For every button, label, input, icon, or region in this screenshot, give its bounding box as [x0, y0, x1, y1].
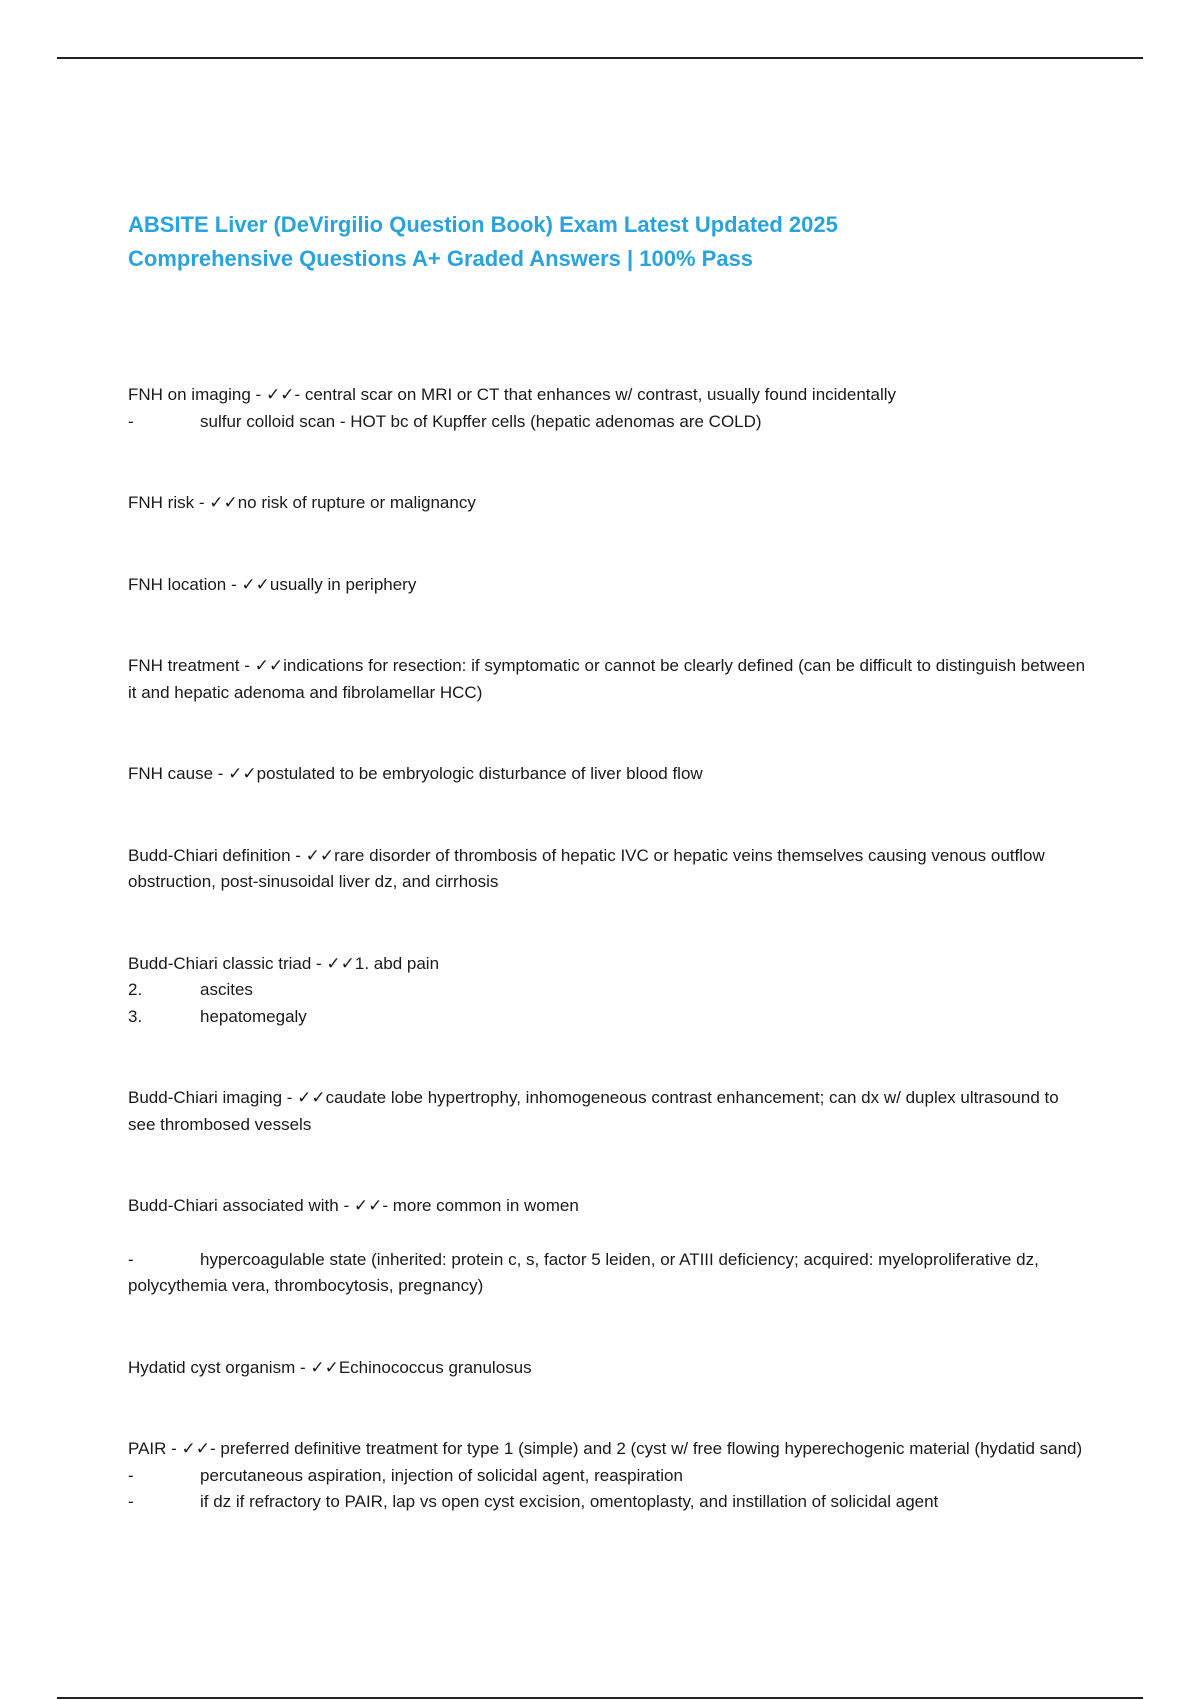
top-rule: [57, 57, 1143, 59]
separator: -: [282, 1088, 298, 1107]
sub-point: [128, 1247, 1088, 1300]
bullet-marker: -: [128, 1465, 134, 1485]
sub-point-text: sulfur colloid scan - HOT bc of Kupffer cells (hepatic adenomas are COLD): [200, 411, 762, 431]
checkmark-icon: ✓✓: [181, 1439, 211, 1458]
answer: - preferred definitive treatment for type 1 (simple) and 2 (cyst w/ free flowing hyperechogenic material (hydatid sand): [210, 1439, 1083, 1458]
sub-point-text: ascites: [200, 980, 253, 999]
bullet-marker: -: [128, 1492, 134, 1511]
separator: -: [239, 656, 255, 675]
checkmark-icon: ✓✓: [305, 845, 335, 865]
checkmark-icon: ✓✓: [310, 1357, 339, 1377]
answer: caudate lobe hypertrophy, inhomogeneous contrast enhancement; can dx w/ duplex ultrasound to see thrombosed vessels: [128, 1088, 1059, 1134]
sub-point: [128, 1004, 1088, 1031]
question: FNH treatment: [128, 656, 240, 675]
qa-list: [128, 382, 1088, 1516]
qa-item-budd-chiari-imaging: [128, 1085, 1088, 1138]
question: Budd-Chiari imaging: [128, 1088, 283, 1107]
question: Budd-Chiari classic triad: [128, 953, 312, 973]
sub-point: [128, 977, 1088, 1004]
separator: -: [166, 1439, 182, 1458]
qa-item-fnh-cause: [128, 761, 1088, 788]
checkmark-icon: ✓✓: [228, 764, 257, 783]
bullet-marker: -: [128, 1249, 134, 1269]
answer: usually in periphery: [269, 574, 417, 594]
question: FNH risk: [128, 493, 195, 512]
sub-point-text: percutaneous aspiration, injection of solicidal agent, reaspiration: [200, 1465, 683, 1485]
document-title: [128, 208, 1108, 276]
separator: -: [338, 1196, 354, 1215]
checkmark-icon: ✓✓: [254, 656, 284, 675]
checkmark-icon: ✓✓: [209, 493, 238, 512]
sub-point: [128, 1463, 1088, 1490]
sub-point-text: hepatomegaly: [200, 1006, 307, 1026]
answer: Echinococcus granulosus: [338, 1357, 532, 1377]
question: FNH on imaging: [128, 385, 251, 404]
checkmark-icon: ✓✓: [353, 1196, 383, 1215]
checkmark-icon: ✓✓: [241, 574, 270, 594]
separator: -: [250, 385, 266, 404]
answer: - central scar on MRI or CT that enhances w/ contrast, usually found incidentally: [294, 385, 897, 404]
separator: -: [194, 493, 210, 512]
qa-item-budd-chiari-triad: [128, 951, 1088, 1031]
list-number: 3.: [128, 1006, 143, 1026]
separator: -: [290, 845, 306, 865]
checkmark-icon: ✓✓: [297, 1088, 326, 1107]
qa-item-fnh-location: [128, 572, 1088, 599]
list-number: 2.: [128, 980, 143, 999]
bottom-rule: [57, 1697, 1143, 1699]
answer: rare disorder of thrombosis of hepatic IVC or hepatic veins themselves causing venous outflow obstruction, post-sinusoidal liver dz, and cirrhosis: [128, 845, 1045, 891]
checkmark-icon: ✓✓: [326, 953, 355, 973]
question: Hydatid cyst organism: [128, 1357, 296, 1377]
sub-point-text: hypercoagulable state (inherited: protein c, s, factor 5 leiden, or ATIII deficiency; acquired: myeloproliferative dz, polycythemia vera, thrombocytosis, pregnancy): [128, 1249, 1039, 1295]
question: Budd-Chiari definition: [128, 845, 291, 865]
qa-item-budd-chiari-definition: [128, 843, 1088, 896]
qa-item-fnh-treatment: [128, 653, 1088, 706]
qa-item-pair: [128, 1436, 1088, 1516]
separator: -: [226, 574, 242, 594]
sub-point-text: if dz if refractory to PAIR, lap vs open cyst excision, omentoplasty, and instillation of solicidal agent: [200, 1492, 939, 1511]
question: FNH cause: [128, 764, 214, 783]
answer: - more common in women: [382, 1196, 579, 1215]
bullet-marker: -: [128, 411, 134, 431]
answer: no risk of rupture or malignancy: [237, 493, 476, 512]
separator: -: [213, 764, 229, 783]
question: Budd-Chiari associated with: [128, 1196, 339, 1215]
sub-point: [128, 409, 1088, 436]
qa-item-fnh-imaging: [128, 382, 1088, 435]
title-line-2: Comprehensive Questions A+ Graded Answers | 100% Pass: [128, 246, 754, 271]
question: PAIR: [128, 1439, 167, 1458]
answer: postulated to be embryologic disturbance of liver blood flow: [256, 764, 703, 783]
sub-point: [128, 1489, 1088, 1516]
separator: -: [311, 953, 327, 973]
qa-item-fnh-risk: [128, 490, 1088, 517]
checkmark-icon: ✓✓: [265, 385, 295, 404]
title-line-1: ABSITE Liver (DeVirgilio Question Book) Exam Latest Updated 2025: [128, 212, 838, 237]
question: FNH location: [128, 574, 227, 594]
qa-item-budd-chiari-associated: [128, 1193, 1088, 1300]
answer: 1. abd pain: [354, 953, 440, 973]
qa-item-hydatid-cyst: [128, 1355, 1088, 1382]
separator: -: [295, 1357, 311, 1377]
answer: indications for resection: if symptomatic or cannot be clearly defined (can be difficult to distinguish between it and hepatic adenoma and fibrolamellar HCC): [128, 656, 1086, 702]
